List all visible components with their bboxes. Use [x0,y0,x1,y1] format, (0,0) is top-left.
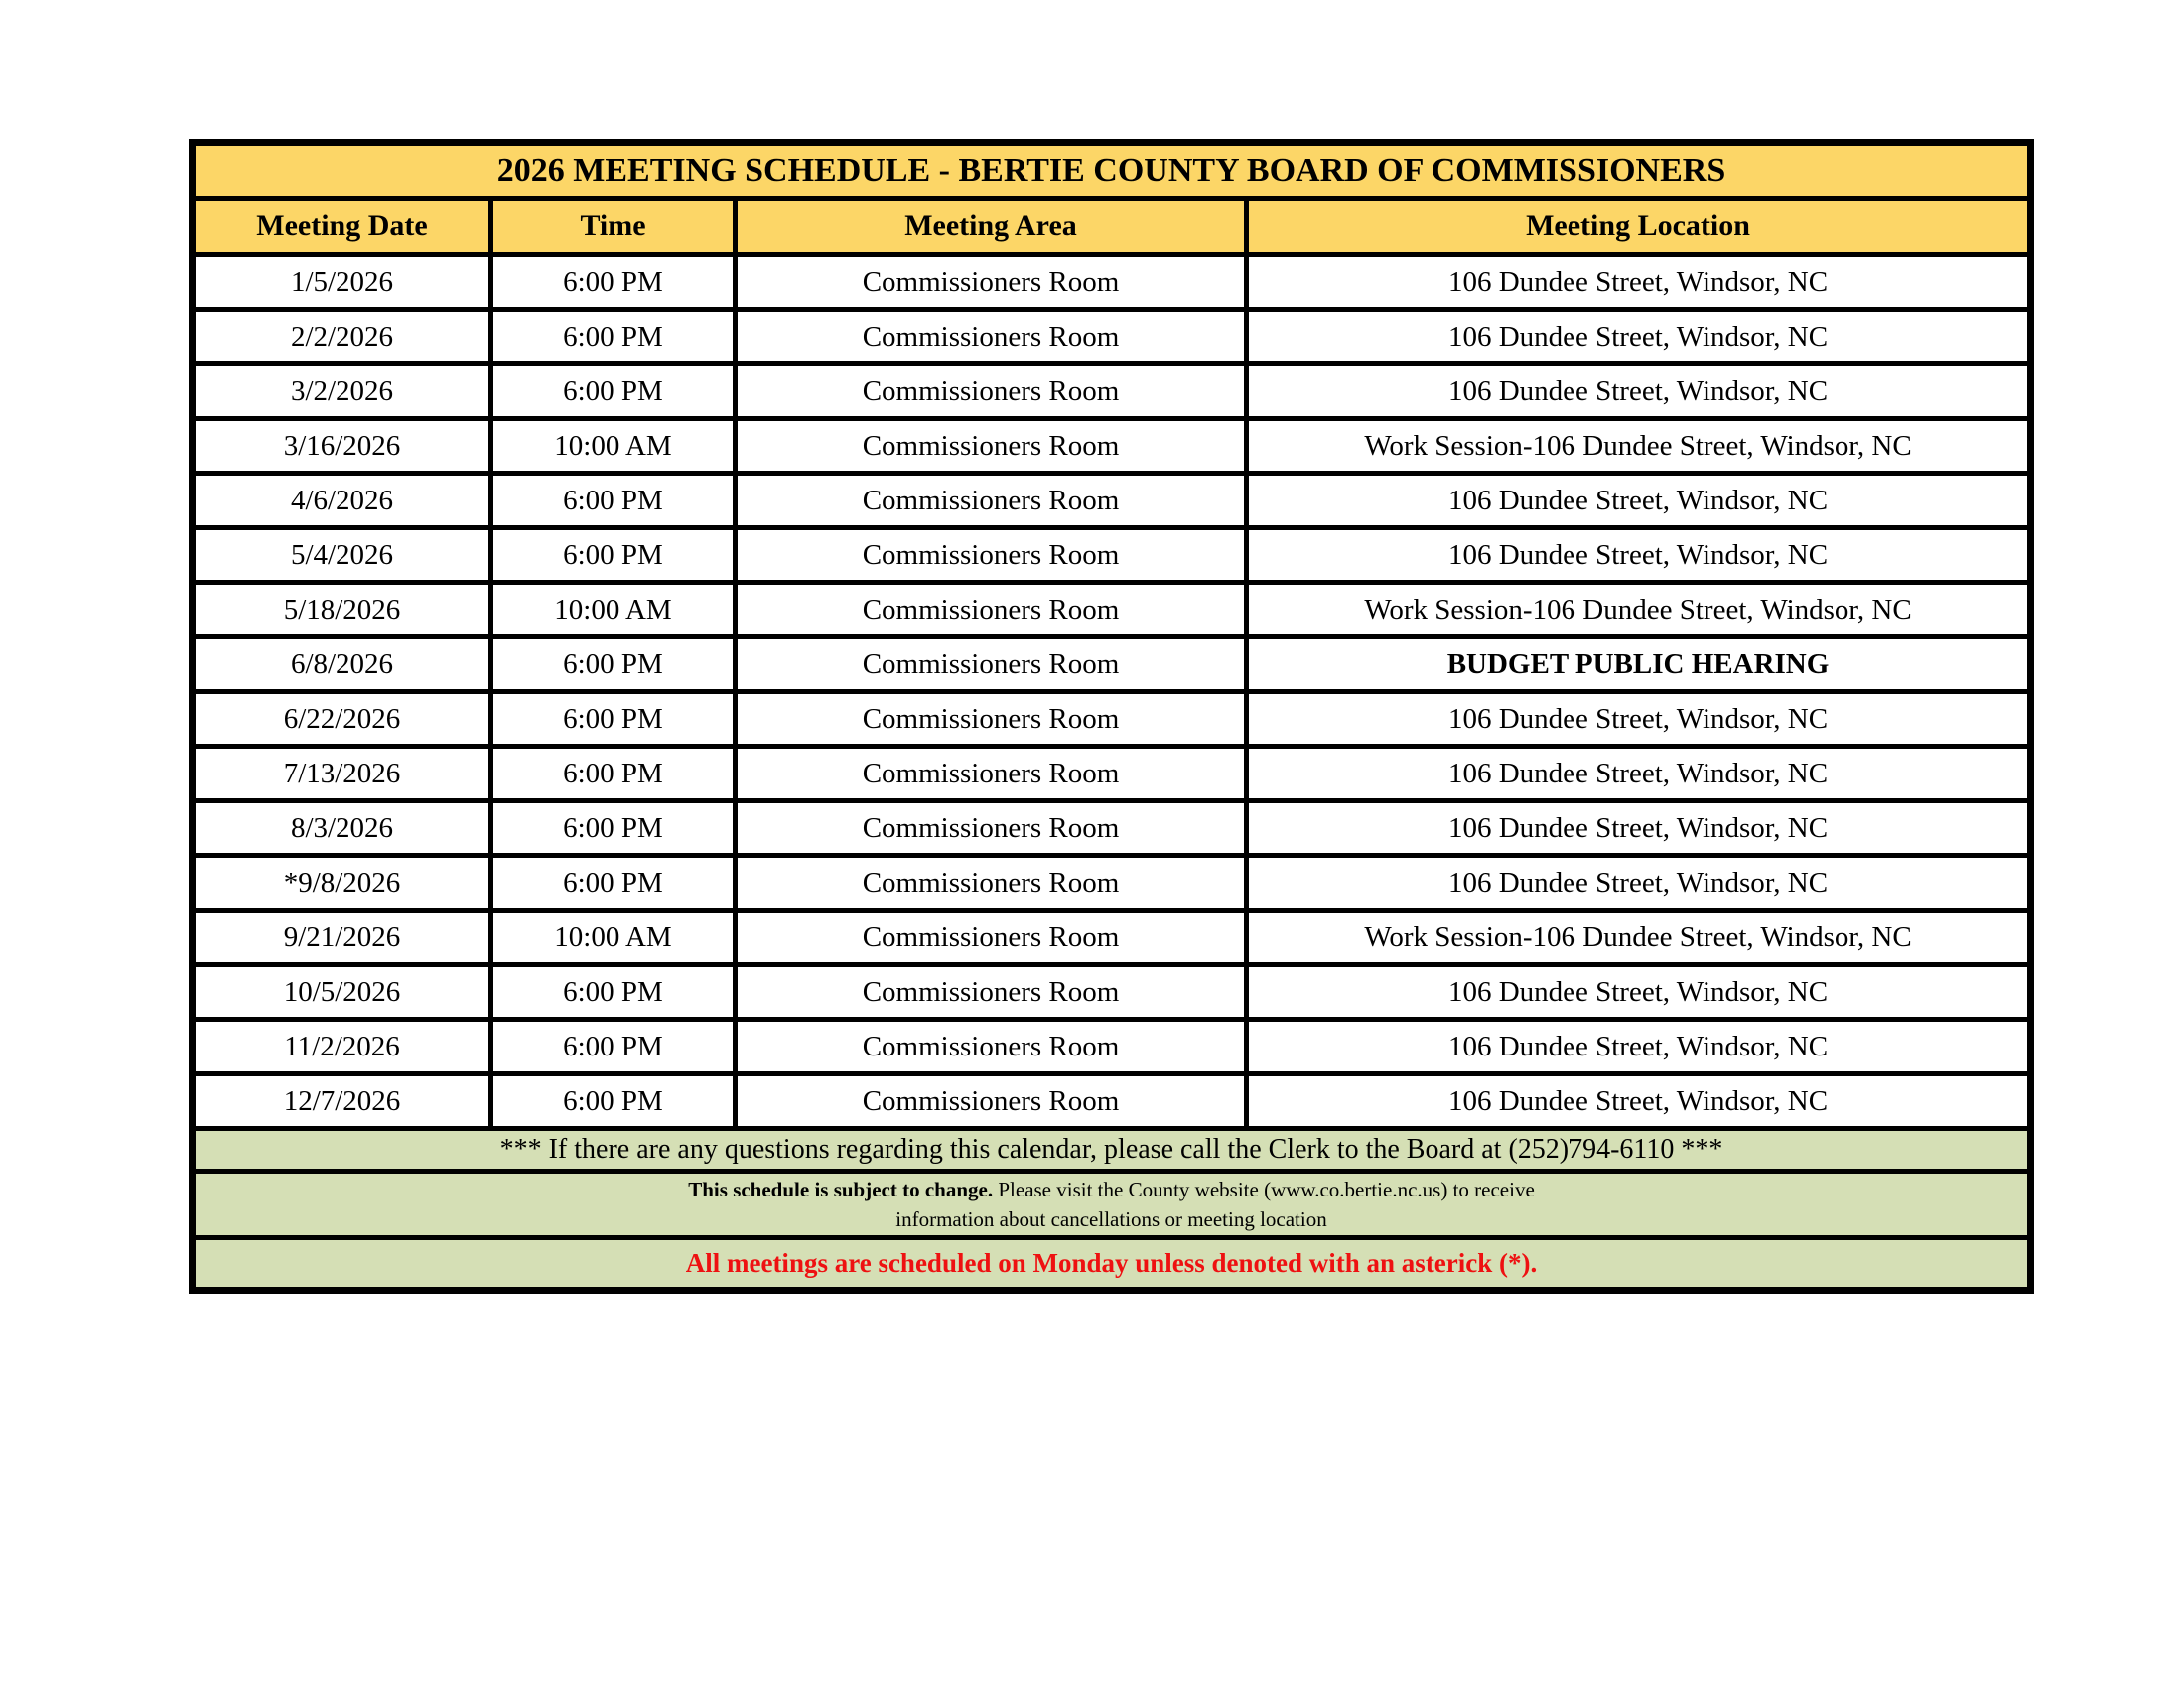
table-row [193,474,2031,528]
meeting-date-cell: 6/22/2026 [193,692,491,747]
meeting-area-cell: Commissioners Room [736,801,1247,856]
table-row [193,747,2031,801]
page-title: 2026 MEETING SCHEDULE - BERTIE COUNTY BOARD OF COMMISSIONERS [193,143,2031,199]
meeting-date-cell: 4/6/2026 [193,474,491,528]
schedule-change-note-rest: Please visit the County website (www.co.bertie.nc.us) to receive [993,1177,1535,1201]
time-cell: 6:00 PM [491,747,736,801]
table-row [193,1020,2031,1074]
time-cell: 6:00 PM [491,364,736,419]
meeting-location-cell: Work Session-106 Dundee Street, Windsor, NC [1247,911,2031,965]
meeting-area-cell: Commissioners Room [736,965,1247,1020]
meeting-location-cell: 106 Dundee Street, Windsor, NC [1247,474,2031,528]
meeting-location-cell: 106 Dundee Street, Windsor, NC [1247,364,2031,419]
column-header-meeting-date: Meeting Date [193,199,491,255]
meeting-location-cell: 106 Dundee Street, Windsor, NC [1247,255,2031,310]
meeting-location-cell: 106 Dundee Street, Windsor, NC [1247,801,2031,856]
meeting-area-cell: Commissioners Room [736,747,1247,801]
meeting-location-cell: Work Session-106 Dundee Street, Windsor, NC [1247,419,2031,474]
schedule-change-note-line2: information about cancellations or meeting location [895,1207,1327,1231]
table-row [193,583,2031,637]
meeting-location-cell: 106 Dundee Street, Windsor, NC [1247,528,2031,583]
meeting-date-cell: 2/2/2026 [193,310,491,364]
footer-questions-row [193,1129,2031,1172]
meeting-date-cell: 7/13/2026 [193,747,491,801]
meeting-date-cell: 5/4/2026 [193,528,491,583]
meeting-date-cell: 10/5/2026 [193,965,491,1020]
meeting-date-cell: 3/2/2026 [193,364,491,419]
meeting-date-cell: 6/8/2026 [193,637,491,692]
time-cell: 6:00 PM [491,528,736,583]
meeting-location-cell: 106 Dundee Street, Windsor, NC [1247,692,2031,747]
footer-change-row [193,1172,2031,1238]
meeting-area-cell: Commissioners Room [736,637,1247,692]
meeting-area-cell: Commissioners Room [736,255,1247,310]
schedule-change-note [193,1172,2031,1238]
time-cell: 6:00 PM [491,474,736,528]
meeting-area-cell: Commissioners Room [736,583,1247,637]
table-row [193,528,2031,583]
schedule-change-note-bold: This schedule is subject to change. [688,1177,994,1201]
footer-monday-row [193,1238,2031,1291]
meeting-date-cell: 9/21/2026 [193,911,491,965]
meeting-area-cell: Commissioners Room [736,364,1247,419]
questions-note: *** If there are any questions regarding this calendar, please call the Clerk to the Board at (252)794-6110 *** [193,1129,2031,1172]
column-header-meeting-area: Meeting Area [736,199,1247,255]
header-row [193,199,2031,255]
time-cell: 6:00 PM [491,1074,736,1129]
table-row [193,965,2031,1020]
meeting-location-cell: BUDGET PUBLIC HEARING [1247,637,2031,692]
meeting-area-cell: Commissioners Room [736,1074,1247,1129]
time-cell: 6:00 PM [491,965,736,1020]
time-cell: 10:00 AM [491,419,736,474]
time-cell: 6:00 PM [491,637,736,692]
time-cell: 10:00 AM [491,911,736,965]
meeting-area-cell: Commissioners Room [736,856,1247,911]
meeting-area-cell: Commissioners Room [736,419,1247,474]
meeting-location-cell: 106 Dundee Street, Windsor, NC [1247,965,2031,1020]
meeting-area-cell: Commissioners Room [736,310,1247,364]
meeting-date-cell: 11/2/2026 [193,1020,491,1074]
meeting-date-cell: 3/16/2026 [193,419,491,474]
meeting-schedule-table [189,139,2034,1294]
meeting-location-cell: Work Session-106 Dundee Street, Windsor, NC [1247,583,2031,637]
table-row [193,856,2031,911]
time-cell: 6:00 PM [491,310,736,364]
meeting-location-cell: 106 Dundee Street, Windsor, NC [1247,310,2031,364]
meeting-location-cell: 106 Dundee Street, Windsor, NC [1247,1074,2031,1129]
meeting-area-cell: Commissioners Room [736,528,1247,583]
meeting-date-cell: *9/8/2026 [193,856,491,911]
meeting-date-cell: 5/18/2026 [193,583,491,637]
time-cell: 6:00 PM [491,801,736,856]
meeting-date-cell: 1/5/2026 [193,255,491,310]
table-row [193,911,2031,965]
table-row [193,801,2031,856]
column-header-meeting-location: Meeting Location [1247,199,2031,255]
meeting-area-cell: Commissioners Room [736,1020,1247,1074]
meeting-location-cell: 106 Dundee Street, Windsor, NC [1247,856,2031,911]
table-row [193,364,2031,419]
schedule-change-note-line1 [202,1175,2021,1204]
table-row [193,1074,2031,1129]
table-row [193,310,2031,364]
meeting-area-cell: Commissioners Room [736,692,1247,747]
meeting-date-cell: 8/3/2026 [193,801,491,856]
meeting-area-cell: Commissioners Room [736,911,1247,965]
table-row [193,419,2031,474]
meeting-date-cell: 12/7/2026 [193,1074,491,1129]
table-row [193,637,2031,692]
time-cell: 6:00 PM [491,255,736,310]
meeting-area-cell: Commissioners Room [736,474,1247,528]
time-cell: 10:00 AM [491,583,736,637]
time-cell: 6:00 PM [491,692,736,747]
time-cell: 6:00 PM [491,856,736,911]
monday-note: All meetings are scheduled on Monday unless denoted with an asterick (*). [193,1238,2031,1291]
table-row [193,692,2031,747]
time-cell: 6:00 PM [491,1020,736,1074]
meeting-location-cell: 106 Dundee Street, Windsor, NC [1247,1020,2031,1074]
table-row [193,255,2031,310]
meeting-location-cell: 106 Dundee Street, Windsor, NC [1247,747,2031,801]
title-row [193,143,2031,199]
column-header-time: Time [491,199,736,255]
